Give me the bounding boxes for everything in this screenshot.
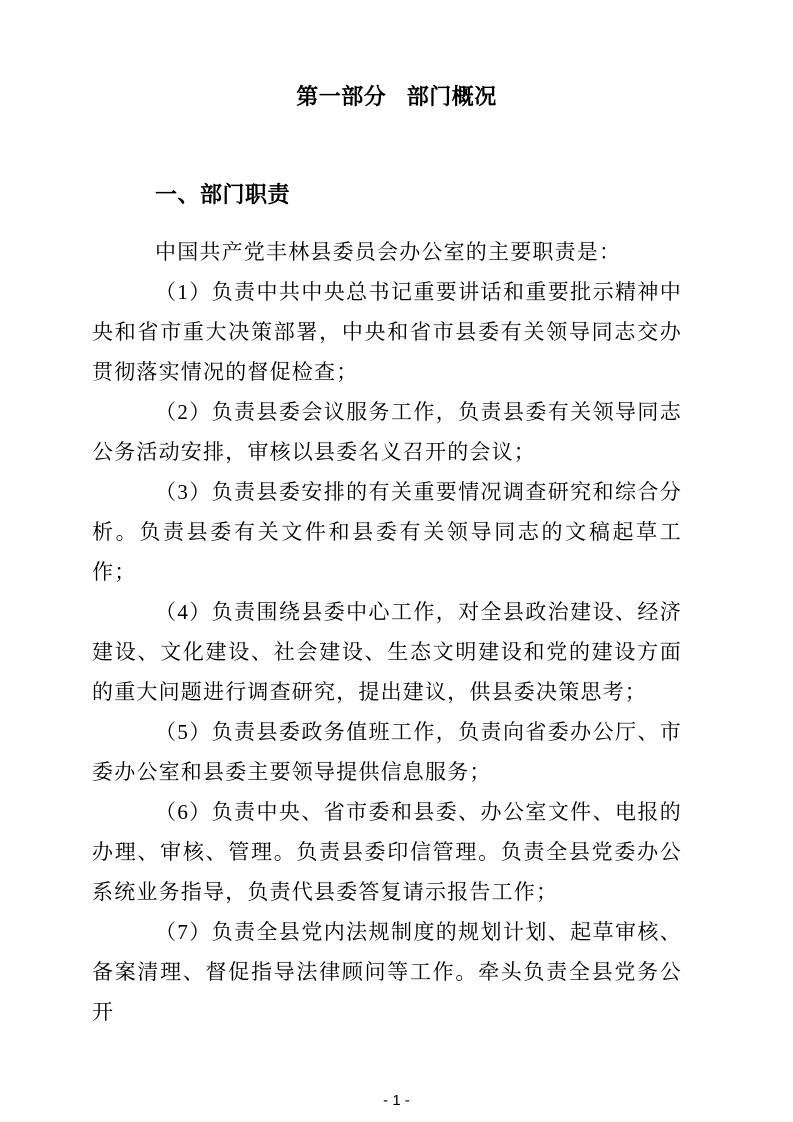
paragraph-duty-7: （7）负责全县党内法规制度的规划计划、起草审核、备案清理、督促指导法律顾问等工作。牵头负责全县党务公开 [92,920,682,1024]
section-heading: 一、部门职责 [155,182,291,207]
paragraph-duty-3: （3）负责县委安排的有关重要情况调查研究和综合分析。负责县委有关文件和县委有关领导同志的文稿起草工作； [92,480,682,584]
paragraph-duty-2: （2）负责县委会议服务工作，负责县委有关领导同志公务活动安排，审核以县委名义召开的会议； [92,400,682,464]
document-title: 第一部分 部门概况 [296,84,497,109]
paragraph-duty-6: （6）负责中央、省市委和县委、办公室文件、电报的办理、审核、管理。负责县委印信管理。负责全县党委办公系统业务指导，负责代县委答复请示报告工作； [92,800,682,904]
paragraph-intro: 中国共产党丰林县委员会办公室的主要职责是： [155,240,622,264]
paragraph-duty-1: （1）负责中共中央总书记重要讲话和重要批示精神中央和省市重大决策部署，中央和省市县委有关领导同志交办贯彻落实情况的督促检查； [92,280,682,384]
page-number: - 1 - [383,1092,410,1109]
paragraph-duty-4: （4）负责围绕县委中心工作，对全县政治建设、经济建设、文化建设、社会建设、生态文明建设和党的建设方面的重大问题进行调查研究，提出建议，供县委决策思考； [92,600,682,704]
document-body [92,232,682,1032]
paragraph-duty-5: （5）负责县委政务值班工作，负责向省委办公厅、市委办公室和县委主要领导提供信息服务； [92,720,682,784]
